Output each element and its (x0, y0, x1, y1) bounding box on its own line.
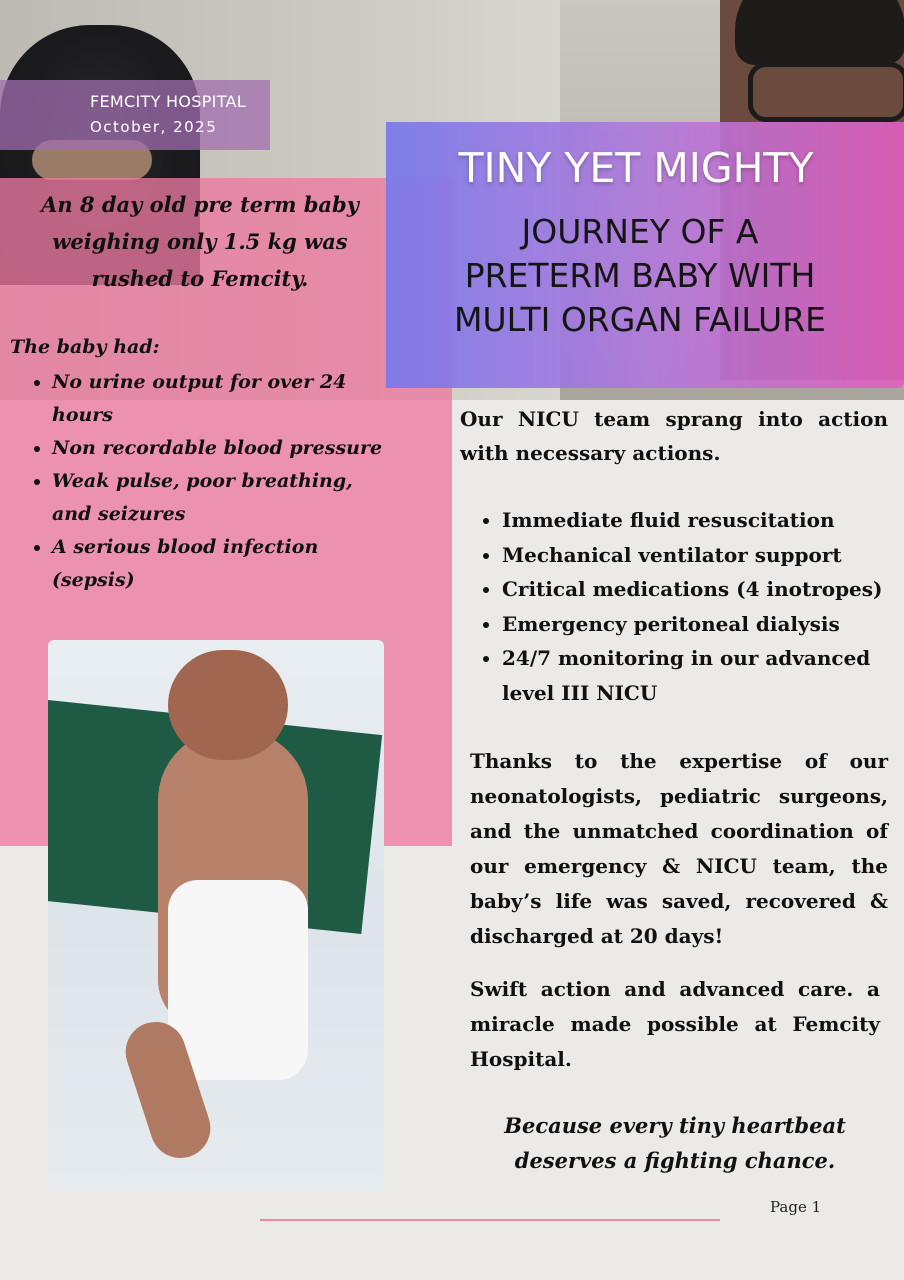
list-item: • Mechanical ventilator support (502, 538, 904, 573)
brand-name: FEMCITY HOSPITAL (90, 92, 246, 111)
footer-divider (260, 1219, 720, 1221)
team-intro: Our NICU team sprang into action with necessary actions. (460, 407, 888, 465)
photo-baby-head (168, 650, 288, 760)
list-item: • Weak pulse, poor breathing, and seizures (52, 465, 392, 531)
closing-line-1: Because every tiny heartbeat (504, 1113, 846, 1138)
closing-quote (470, 1108, 880, 1178)
photo-hair-right (735, 0, 904, 65)
subtitle-line-2: PRETERM BABY WITH (464, 256, 816, 295)
list-item: • Emergency peritoneal dialysis (502, 607, 904, 642)
page-number: Page 1 (770, 1198, 822, 1216)
brand-date: October, 2025 (90, 118, 218, 136)
list-item: • No urine output for over 24 hours (52, 366, 392, 432)
list-item: • A serious blood infection (sepsis) (52, 531, 392, 597)
thanks-paragraph: Thanks to the expertise of our neonatologists, pediatric surgeons, and the unmatched coordination of our emergency & NICU team, the baby’s life was saved, recovered & discharged at 20 days! (470, 749, 888, 948)
photo-diaper (168, 880, 308, 1080)
subtitle-line-3: MULTI ORGAN FAILURE (453, 300, 826, 339)
photo-glasses (748, 62, 904, 122)
subtitle (410, 210, 870, 342)
conditions-heading: The baby had: (10, 336, 160, 358)
list-item: • Immediate fluid resuscitation (502, 503, 904, 538)
swift-paragraph: Swift action and advanced care. a miracle made possible at Femcity Hospital. (470, 977, 880, 1071)
main-title: TINY YET MIGHTY (458, 144, 814, 192)
list-item: • 24/7 monitoring in our advanced level III NICU (502, 641, 904, 710)
closing-line-2: deserves a fighting chance. (514, 1148, 836, 1173)
baby-photo (48, 640, 384, 1190)
case-intro: An 8 day old pre term baby weighing only 1.5 kg was rushed to Femcity. (41, 192, 359, 291)
brand-box (0, 80, 270, 150)
conditions-list (22, 366, 392, 597)
actions-list (470, 503, 904, 710)
subtitle-line-1: JOURNEY OF A (521, 212, 759, 251)
list-item: • Non recordable blood pressure (52, 432, 392, 465)
list-item: • Critical medications (4 inotropes) (502, 572, 904, 607)
